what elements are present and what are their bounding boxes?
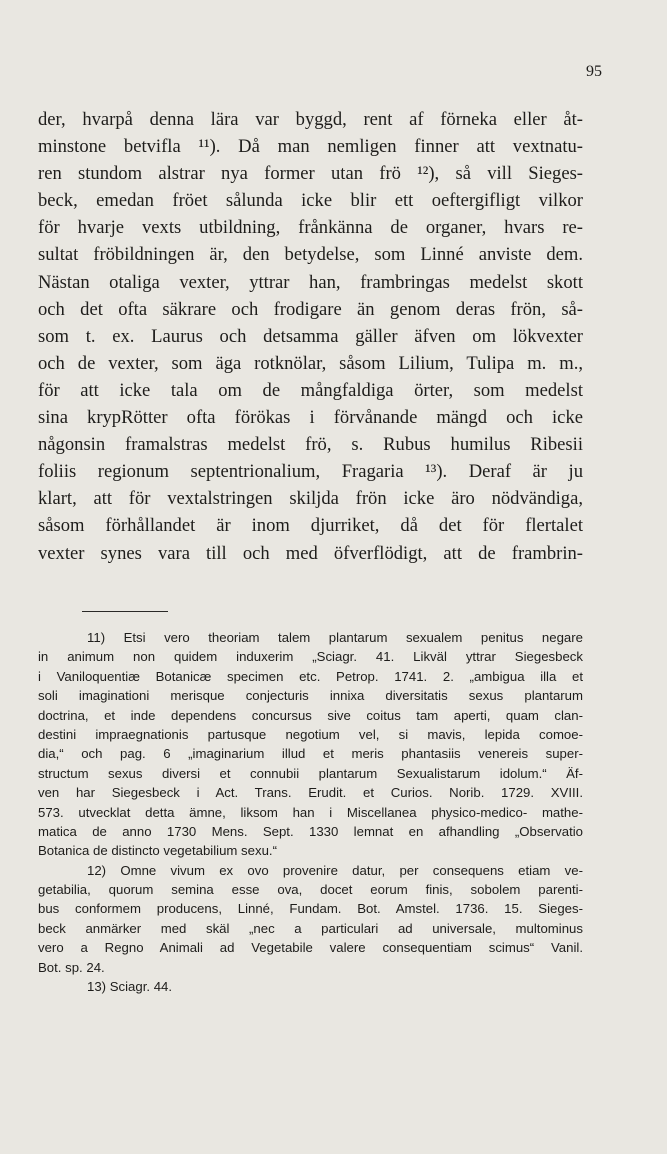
body-line: såsom förhållandet är inom djurriket, då det för flertalet: [38, 515, 583, 537]
footnote-12-line: beck anmärker med skäl „nec a particulari ad universale, multominus: [38, 920, 583, 936]
body-line: minstone betvifla ¹¹). Då man nemligen finner att vextnatu-: [38, 136, 583, 158]
footnote-11-line: soli imaginationi merisque conjecturis innixa diversitatis sexus plantarum: [38, 688, 583, 704]
body-line: och de vexter, som äga rotknölar, såsom Lilium, Tulipa m. m.,: [38, 352, 583, 374]
footnote-11-line: doctrina, et inde dependens concursus sive coitus tam aperti, quam clan-: [38, 707, 583, 723]
body-line: för hvarje vexts utbildning, frånkänna de organer, hvars re-: [38, 217, 583, 239]
footnote-12-line: vero a Regno Animali ad Vegetabile valere consequentiam scimus“ Vanil.: [38, 940, 583, 956]
footnote-11-line: matica de anno 1730 Mens. Sept. 1330 lemnat en afhandling „Observatio: [38, 823, 583, 839]
footnote-11-line: in animum non quidem induxerim „Sciagr. 41. Likväl yttrar Siegesbeck: [38, 649, 583, 665]
footnote-11-line: dia,“ och pag. 6 „imaginarium illud et meris phantasiis venereis super-: [38, 746, 583, 762]
footnote-11-line: 573. utvecklat detta ämne, liksom han i Miscellanea physico-medico- mathe-: [38, 804, 583, 820]
footnote-separator: [82, 611, 168, 612]
footnote-11-line: ven har Siegesbeck i Act. Trans. Erudit. et Curios. Norib. 1729. XVIII.: [38, 785, 583, 801]
footnotes: [38, 628, 583, 996]
footnote-11-line: 11) Etsi vero theoriam talem plantarum sexualem penitus negare: [87, 630, 583, 645]
footnote-11-line: Botanica de distincto vegetabilium sexu.“: [38, 843, 277, 859]
body-line: beck, emedan fröet sålunda icke blir ett oeftergifligt vilkor: [38, 190, 583, 212]
body-line: som t. ex. Laurus och detsamma gäller äfven om lökvexter: [38, 325, 583, 347]
body-line: klart, att för vextalstringen skiljda frön icke äro nödvändiga,: [38, 488, 583, 510]
body-line: någonsin framalstras medelst frö, s. Rubus humilus Ribesii: [38, 434, 583, 456]
footnote-11-line: i Vaniloquentiæ Botanicæ specimen etc. Petrop. 1741. 2. „ambigua illa et: [38, 668, 583, 684]
body-line: vexter synes vara till och med öfverflödigt, att de frambrin-: [38, 542, 583, 564]
body-line: der, hvarpå denna lära var byggd, rent af förneka eller åt-: [38, 109, 583, 130]
body-line: Nästan otaliga vexter, yttrar han, frambringas medelst skott: [38, 271, 583, 293]
footnote-13-line: 13) Sciagr. 44.: [87, 979, 173, 995]
body-text: [38, 106, 583, 567]
page-number: 95: [586, 63, 602, 80]
footnote-12-line: Bot. sp. 24.: [38, 959, 105, 975]
body-line: och det ofta säkrare och frodigare än genom deras frön, så-: [38, 298, 583, 320]
footnote-11-line: destini impraegnationis partusque negotium vel, si mavis, lepida comoe-: [38, 726, 583, 742]
footnote-12-line: bus conformem producens, Linné, Fundam. Bot. Amstel. 1736. 15. Sieges-: [38, 901, 583, 917]
body-line: foliis regionum septentrionalium, Fragaria ¹³). Deraf är ju: [38, 461, 583, 483]
footnote-12-line: 12) Omne vivum ex ovo provenire datur, per consequens etiam ve-: [87, 862, 583, 878]
body-line: ren stundom alstrar nya former utan frö ¹²), så vill Sieges-: [38, 163, 583, 185]
body-line: för att icke tala om de mångfaldiga örter, som medelst: [38, 379, 583, 401]
footnote-12-line: getabilia, quorum semina esse ova, docet eorum finis, sobolem parenti-: [38, 882, 583, 898]
body-line: sina krypRötter ofta förökas i förvånande mängd och icke: [38, 407, 583, 429]
footnote-11-line: structum sexus diversi et connubii plantarum Sexualistarum idolum.“ Äf-: [38, 765, 583, 781]
body-line: sultat fröbildningen är, den betydelse, som Linné anviste dem.: [38, 244, 583, 266]
